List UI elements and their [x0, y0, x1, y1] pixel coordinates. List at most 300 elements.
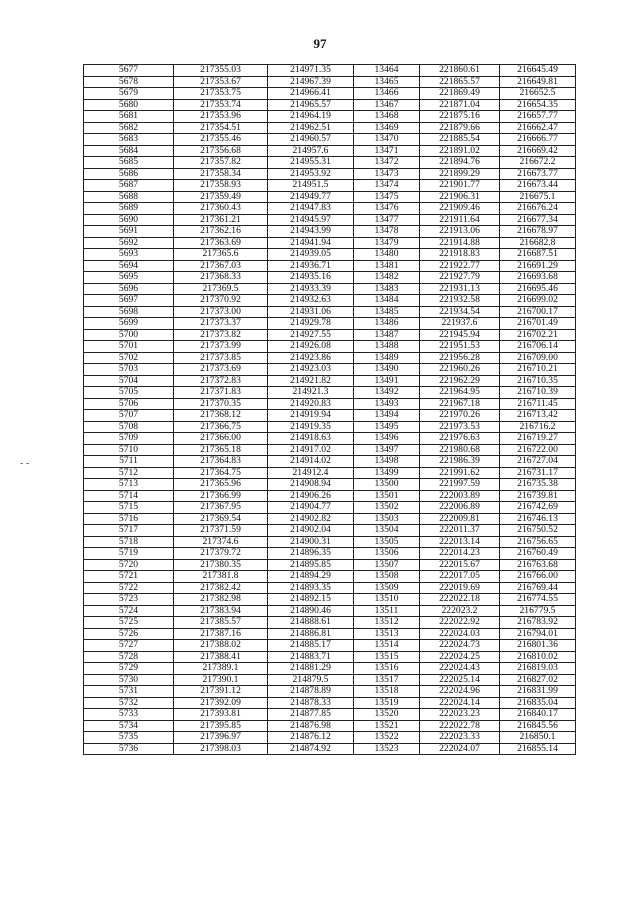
- table-cell: 217388.02: [174, 640, 268, 652]
- table-cell: 214931.06: [268, 306, 354, 318]
- table-cell: 217379.72: [174, 548, 268, 560]
- table-cell: 216673.44: [500, 180, 576, 192]
- table-cell: 216695.46: [500, 283, 576, 295]
- table-cell: 216649.81: [500, 76, 576, 88]
- table-cell: 217365.18: [174, 444, 268, 456]
- table-cell: 216845.56: [500, 720, 576, 732]
- table-row: [84, 582, 576, 594]
- table-row: [84, 628, 576, 640]
- table-cell: 214932.63: [268, 295, 354, 307]
- table-cell: 216709.00: [500, 352, 576, 364]
- table-row: [84, 260, 576, 272]
- table-cell: 5735: [84, 732, 174, 744]
- table-cell: 214941.94: [268, 237, 354, 249]
- table-cell: 5699: [84, 318, 174, 330]
- table-cell: 221991.62: [420, 467, 500, 479]
- table-cell: 216810.02: [500, 651, 576, 663]
- table-cell: 217380.35: [174, 559, 268, 571]
- table-row: [84, 513, 576, 525]
- table-row: [84, 99, 576, 111]
- table-cell: 13489: [354, 352, 420, 364]
- table-cell: 5688: [84, 191, 174, 203]
- table-cell: 216760.49: [500, 548, 576, 560]
- table-cell: 221967.18: [420, 398, 500, 410]
- table-cell: 5728: [84, 651, 174, 663]
- table-cell: 5695: [84, 272, 174, 284]
- table-cell: 5698: [84, 306, 174, 318]
- table-row: [84, 375, 576, 387]
- table-cell: 214962.51: [268, 122, 354, 134]
- table-row: [84, 352, 576, 364]
- table-cell: 13496: [354, 433, 420, 445]
- table-cell: 5684: [84, 145, 174, 157]
- table-row: [84, 594, 576, 606]
- table-cell: 13488: [354, 341, 420, 353]
- table-cell: 13519: [354, 697, 420, 709]
- table-cell: 217371.83: [174, 387, 268, 399]
- table-cell: 5726: [84, 628, 174, 640]
- table-cell: 13474: [354, 180, 420, 192]
- table-cell: 217359.49: [174, 191, 268, 203]
- table-row: [84, 398, 576, 410]
- table-cell: 216746.13: [500, 513, 576, 525]
- table-cell: 217354.51: [174, 122, 268, 134]
- table-cell: 214929.78: [268, 318, 354, 330]
- table-cell: 221956.28: [420, 352, 500, 364]
- table-cell: 217373.00: [174, 306, 268, 318]
- table-cell: 13499: [354, 467, 420, 479]
- table-cell: 222013.14: [420, 536, 500, 548]
- table-cell: 217381.8: [174, 571, 268, 583]
- table-cell: 216678.97: [500, 226, 576, 238]
- table-row: [84, 548, 576, 560]
- table-cell: 5705: [84, 387, 174, 399]
- table-cell: 217363.69: [174, 237, 268, 249]
- table-cell: 5734: [84, 720, 174, 732]
- table-cell: 216654.35: [500, 99, 576, 111]
- table-cell: 217360.43: [174, 203, 268, 215]
- table-cell: 216831.99: [500, 686, 576, 698]
- table-cell: 13523: [354, 743, 420, 755]
- table-cell: 216691.29: [500, 260, 576, 272]
- table-cell: 214949.77: [268, 191, 354, 203]
- table-cell: 221894.76: [420, 157, 500, 169]
- table-row: [84, 364, 576, 376]
- table-cell: 221891.02: [420, 145, 500, 157]
- table-cell: 217385.57: [174, 617, 268, 629]
- table-row: [84, 732, 576, 744]
- table-cell: 217353.75: [174, 88, 268, 100]
- table-cell: 13518: [354, 686, 420, 698]
- table-cell: 13469: [354, 122, 420, 134]
- table-cell: 221945.94: [420, 329, 500, 341]
- table-cell: 13495: [354, 421, 420, 433]
- table-cell: 13477: [354, 214, 420, 226]
- table-cell: 217396.97: [174, 732, 268, 744]
- table-row: [84, 433, 576, 445]
- table-cell: 217373.37: [174, 318, 268, 330]
- table-cell: 221970.26: [420, 410, 500, 422]
- table-cell: 5718: [84, 536, 174, 548]
- table-cell: 217369.54: [174, 513, 268, 525]
- table-cell: 216855.14: [500, 743, 576, 755]
- table-cell: 214918.63: [268, 433, 354, 445]
- table-cell: 5710: [84, 444, 174, 456]
- table-row: [84, 467, 576, 479]
- table-row: [84, 249, 576, 261]
- table-cell: 13492: [354, 387, 420, 399]
- table-row: [84, 283, 576, 295]
- table-cell: 217362.16: [174, 226, 268, 238]
- table-cell: 13493: [354, 398, 420, 410]
- table-cell: 216763.68: [500, 559, 576, 571]
- table-cell: 214933.39: [268, 283, 354, 295]
- table-cell: 13501: [354, 490, 420, 502]
- table-row: [84, 295, 576, 307]
- table-cell: 214890.46: [268, 605, 354, 617]
- table-cell: 216662.47: [500, 122, 576, 134]
- table-cell: 216700.17: [500, 306, 576, 318]
- table-cell: 221885.54: [420, 134, 500, 146]
- table-cell: 217374.6: [174, 536, 268, 548]
- table-cell: 217395.85: [174, 720, 268, 732]
- table-cell: 216731.17: [500, 467, 576, 479]
- table-cell: 13484: [354, 295, 420, 307]
- table-cell: 217358.34: [174, 168, 268, 180]
- table-cell: 222022.18: [420, 594, 500, 606]
- table-cell: 217373.85: [174, 352, 268, 364]
- coordinates-table-body: [84, 65, 576, 755]
- table-cell: 214923.86: [268, 352, 354, 364]
- table-cell: 5701: [84, 341, 174, 353]
- table-cell: 216706.14: [500, 341, 576, 353]
- table-cell: 217355.03: [174, 65, 268, 77]
- table-row: [84, 168, 576, 180]
- table-cell: 214883.71: [268, 651, 354, 663]
- table-cell: 13485: [354, 306, 420, 318]
- table-cell: 221927.79: [420, 272, 500, 284]
- table-row: [84, 479, 576, 491]
- table-cell: 214902.04: [268, 525, 354, 537]
- table-cell: 222025.14: [420, 674, 500, 686]
- table-cell: 216794.01: [500, 628, 576, 640]
- table-cell: 5679: [84, 88, 174, 100]
- table-cell: 13476: [354, 203, 420, 215]
- table-row: [84, 272, 576, 284]
- table-cell: 217357.82: [174, 157, 268, 169]
- table-cell: 221899.29: [420, 168, 500, 180]
- table-cell: 5714: [84, 490, 174, 502]
- table-cell: 222003.89: [420, 490, 500, 502]
- table-cell: 217356.68: [174, 145, 268, 157]
- table-cell: 217358.93: [174, 180, 268, 192]
- table-cell: 214923.03: [268, 364, 354, 376]
- table-cell: 5713: [84, 479, 174, 491]
- table-cell: 5700: [84, 329, 174, 341]
- table-row: [84, 203, 576, 215]
- table-cell: 13491: [354, 375, 420, 387]
- table-cell: 221964.95: [420, 387, 500, 399]
- table-cell: 216657.77: [500, 111, 576, 123]
- table-cell: 214951.5: [268, 180, 354, 192]
- table-cell: 221860.61: [420, 65, 500, 77]
- table-cell: 13473: [354, 168, 420, 180]
- table-cell: 216710.39: [500, 387, 576, 399]
- table-cell: 13482: [354, 272, 420, 284]
- table-cell: 221937.6: [420, 318, 500, 330]
- table-row: [84, 605, 576, 617]
- table-cell: 217389.1: [174, 663, 268, 675]
- table-cell: 13483: [354, 283, 420, 295]
- table-cell: 5694: [84, 260, 174, 272]
- table-cell: 216682.8: [500, 237, 576, 249]
- table-cell: 221871.04: [420, 99, 500, 111]
- table-cell: 214967.39: [268, 76, 354, 88]
- table-cell: 217393.81: [174, 709, 268, 721]
- table-cell: 216710.35: [500, 375, 576, 387]
- table-cell: 214965.57: [268, 99, 354, 111]
- table-cell: 214955.31: [268, 157, 354, 169]
- table-cell: 214892.15: [268, 594, 354, 606]
- table-cell: 214966.41: [268, 88, 354, 100]
- table-cell: 221932.58: [420, 295, 500, 307]
- table-cell: 216713.42: [500, 410, 576, 422]
- table-cell: 216652.5: [500, 88, 576, 100]
- table-cell: 216699.02: [500, 295, 576, 307]
- table-cell: 13505: [354, 536, 420, 548]
- table-cell: 217398.03: [174, 743, 268, 755]
- table-row: [84, 525, 576, 537]
- table-cell: 13464: [354, 65, 420, 77]
- table-cell: 5732: [84, 697, 174, 709]
- table-cell: 216750.52: [500, 525, 576, 537]
- table-row: [84, 237, 576, 249]
- table-cell: 13502: [354, 502, 420, 514]
- table-cell: 222024.03: [420, 628, 500, 640]
- table-cell: 217383.94: [174, 605, 268, 617]
- table-cell: 216693.68: [500, 272, 576, 284]
- table-cell: 5730: [84, 674, 174, 686]
- table-cell: 214902.82: [268, 513, 354, 525]
- table-row: [84, 536, 576, 548]
- table-cell: 216701.49: [500, 318, 576, 330]
- table-cell: 5706: [84, 398, 174, 410]
- table-cell: 222023.2: [420, 605, 500, 617]
- table-cell: 222024.43: [420, 663, 500, 675]
- table-cell: 222024.73: [420, 640, 500, 652]
- table-cell: 217353.96: [174, 111, 268, 123]
- table-cell: 214921.3: [268, 387, 354, 399]
- table-cell: 222023.33: [420, 732, 500, 744]
- table-cell: 214920.83: [268, 398, 354, 410]
- table-cell: 222015.67: [420, 559, 500, 571]
- table-row: [84, 191, 576, 203]
- table-cell: 216756.65: [500, 536, 576, 548]
- table-cell: 214879.5: [268, 674, 354, 686]
- table-cell: 5686: [84, 168, 174, 180]
- table-cell: 214943.99: [268, 226, 354, 238]
- table-cell: 217366.99: [174, 490, 268, 502]
- table-cell: 217361.21: [174, 214, 268, 226]
- table-row: [84, 456, 576, 468]
- table-cell: 217368.33: [174, 272, 268, 284]
- table-cell: 13475: [354, 191, 420, 203]
- table-cell: 221951.53: [420, 341, 500, 353]
- table-cell: 5722: [84, 582, 174, 594]
- table-row: [84, 111, 576, 123]
- table-cell: 214947.83: [268, 203, 354, 215]
- table-cell: 216783.92: [500, 617, 576, 629]
- table-cell: 214895.85: [268, 559, 354, 571]
- table-cell: 214917.02: [268, 444, 354, 456]
- table-cell: 214904.77: [268, 502, 354, 514]
- table-row: [84, 640, 576, 652]
- table-cell: 13513: [354, 628, 420, 640]
- table-cell: 221962.29: [420, 375, 500, 387]
- table-cell: 217373.82: [174, 329, 268, 341]
- table-cell: 221869.49: [420, 88, 500, 100]
- table-cell: 217365.96: [174, 479, 268, 491]
- table-cell: 221960.26: [420, 364, 500, 376]
- table-row: [84, 306, 576, 318]
- table-row: [84, 709, 576, 721]
- table-row: [84, 444, 576, 456]
- table-cell: 222024.25: [420, 651, 500, 663]
- table-cell: 222024.07: [420, 743, 500, 755]
- table-cell: 13514: [354, 640, 420, 652]
- table-cell: 214939.05: [268, 249, 354, 261]
- table-cell: 214877.85: [268, 709, 354, 721]
- table-cell: 13472: [354, 157, 420, 169]
- table-cell: 216710.21: [500, 364, 576, 376]
- table-row: [84, 214, 576, 226]
- table-cell: 217373.69: [174, 364, 268, 376]
- table-cell: 214896.35: [268, 548, 354, 560]
- table-row: [84, 686, 576, 698]
- table-cell: 214936.71: [268, 260, 354, 272]
- table-cell: 214906.26: [268, 490, 354, 502]
- table-cell: 222019.69: [420, 582, 500, 594]
- table-cell: 222024.14: [420, 697, 500, 709]
- table-cell: 13508: [354, 571, 420, 583]
- table-cell: 13517: [354, 674, 420, 686]
- table-cell: 5724: [84, 605, 174, 617]
- table-row: [84, 559, 576, 571]
- table-cell: 214886.81: [268, 628, 354, 640]
- table-cell: 221918.83: [420, 249, 500, 261]
- table-cell: 222011.37: [420, 525, 500, 537]
- table-cell: 216774.55: [500, 594, 576, 606]
- table-cell: 13494: [354, 410, 420, 422]
- table-cell: 222023.23: [420, 709, 500, 721]
- table-cell: 5693: [84, 249, 174, 261]
- table-cell: 217364.75: [174, 467, 268, 479]
- table-cell: 5727: [84, 640, 174, 652]
- table-cell: 5717: [84, 525, 174, 537]
- table-cell: 5721: [84, 571, 174, 583]
- table-cell: 13520: [354, 709, 420, 721]
- table-cell: 221973.53: [420, 421, 500, 433]
- table-cell: 5692: [84, 237, 174, 249]
- table-cell: 221875.16: [420, 111, 500, 123]
- table-cell: 13465: [354, 76, 420, 88]
- table-cell: 221913.06: [420, 226, 500, 238]
- table-cell: 5680: [84, 99, 174, 111]
- table-cell: 216727.04: [500, 456, 576, 468]
- table-cell: 216766.00: [500, 571, 576, 583]
- table-cell: 13507: [354, 559, 420, 571]
- table-cell: 216835.04: [500, 697, 576, 709]
- table-cell: 217388.41: [174, 651, 268, 663]
- table-cell: 214878.89: [268, 686, 354, 698]
- table-cell: 13506: [354, 548, 420, 560]
- table-cell: 5683: [84, 134, 174, 146]
- table-cell: 5716: [84, 513, 174, 525]
- table-cell: 5733: [84, 709, 174, 721]
- table-cell: 5704: [84, 375, 174, 387]
- table-cell: 214874.92: [268, 743, 354, 755]
- table-cell: 13509: [354, 582, 420, 594]
- table-cell: 216827.02: [500, 674, 576, 686]
- table-cell: 5720: [84, 559, 174, 571]
- table-cell: 221865.57: [420, 76, 500, 88]
- table-row: [84, 88, 576, 100]
- table-cell: 216672.2: [500, 157, 576, 169]
- table-cell: 221914.88: [420, 237, 500, 249]
- table-cell: 221909.46: [420, 203, 500, 215]
- table-cell: 216716.2: [500, 421, 576, 433]
- table-cell: 217368.12: [174, 410, 268, 422]
- table-cell: 216677.34: [500, 214, 576, 226]
- table-cell: 222009.81: [420, 513, 500, 525]
- table-cell: 216819.03: [500, 663, 576, 675]
- table-cell: 217353.67: [174, 76, 268, 88]
- table-cell: 13500: [354, 479, 420, 491]
- table-cell: 13503: [354, 513, 420, 525]
- table-cell: 214945.97: [268, 214, 354, 226]
- table-row: [84, 697, 576, 709]
- table-cell: 221931.13: [420, 283, 500, 295]
- table-row: [84, 421, 576, 433]
- table-cell: 221934.54: [420, 306, 500, 318]
- table-cell: 13470: [354, 134, 420, 146]
- table-cell: 13516: [354, 663, 420, 675]
- table-cell: 214876.12: [268, 732, 354, 744]
- table-cell: 221976.63: [420, 433, 500, 445]
- table-cell: 217390.1: [174, 674, 268, 686]
- table-cell: 13490: [354, 364, 420, 376]
- table-cell: 214926.08: [268, 341, 354, 353]
- table-cell: 5731: [84, 686, 174, 698]
- table-cell: 216840.17: [500, 709, 576, 721]
- table-cell: 5697: [84, 295, 174, 307]
- table-cell: 214881.29: [268, 663, 354, 675]
- table-cell: 216801.36: [500, 640, 576, 652]
- table-cell: 13481: [354, 260, 420, 272]
- table-cell: 216722.00: [500, 444, 576, 456]
- table-cell: 216769.44: [500, 582, 576, 594]
- table-cell: 216687.51: [500, 249, 576, 261]
- table-cell: 216702.21: [500, 329, 576, 341]
- table-cell: 5691: [84, 226, 174, 238]
- table-cell: 217369.5: [174, 283, 268, 295]
- table-cell: 217391.12: [174, 686, 268, 698]
- table-cell: 214927.55: [268, 329, 354, 341]
- table-cell: 13468: [354, 111, 420, 123]
- table-cell: 222006.89: [420, 502, 500, 514]
- table-cell: 5715: [84, 502, 174, 514]
- table-cell: 217370.92: [174, 295, 268, 307]
